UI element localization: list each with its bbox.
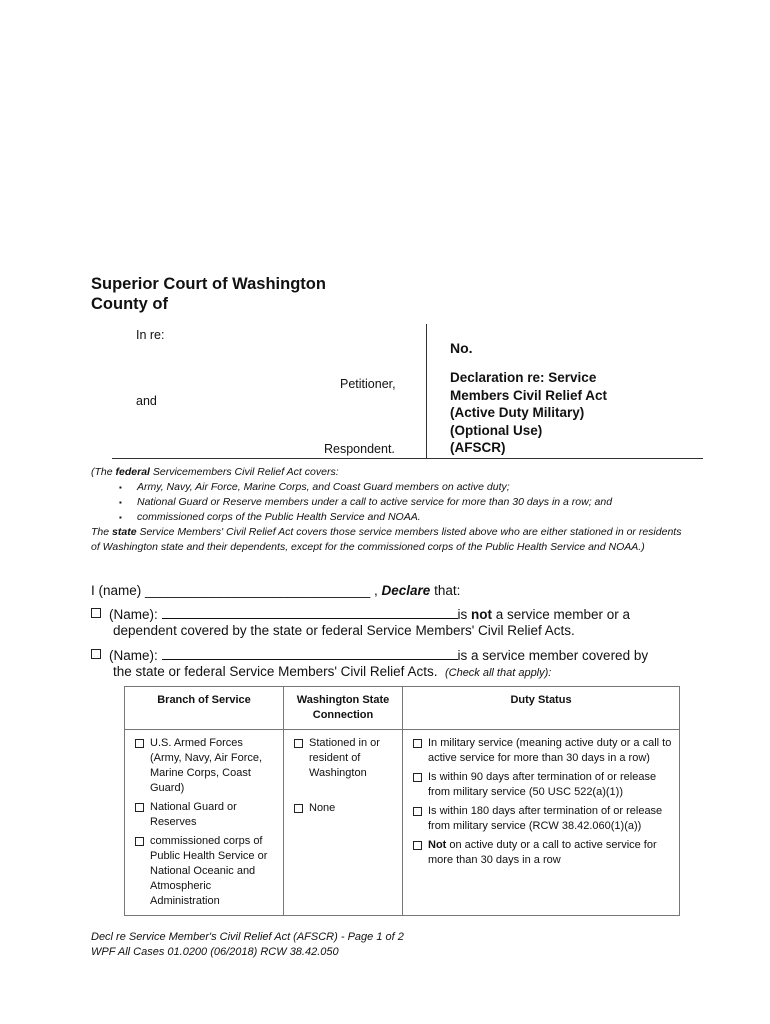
caption-case-info <box>426 324 703 459</box>
court-name: Superior Court of Washington <box>91 275 326 293</box>
respondent-label: Respondent. <box>324 442 395 456</box>
table-row <box>125 730 680 916</box>
active-service-checkbox[interactable] <box>413 739 422 748</box>
list-item: ▪ commissioned corps of the Public Health Service and NOAA. <box>137 510 691 525</box>
act-coverage-notes <box>91 465 691 555</box>
case-number-label: No. <box>450 340 473 356</box>
title-line: Members Civil Relief Act <box>450 387 608 403</box>
not-service-member-checkbox[interactable] <box>91 608 101 618</box>
within-90-days-checkbox[interactable] <box>413 773 422 782</box>
service-member-checkbox[interactable] <box>91 649 101 659</box>
stationed-resident-checkbox[interactable] <box>294 739 303 748</box>
duty-cell: In military service (meaning active duty or a call to active service for more than 30 days in a row) Is within 90 days after termination of or release from military service (50 USC 522(a)(1)) Is within 180 days after termination of or release from military service (RCW 38.42.060(1)(a)) Not on active duty or a call to active service for more than 30 days in a row <box>403 730 680 916</box>
federal-intro: (The federal Servicemembers Civil Relief Act covers: <box>91 466 339 478</box>
none-checkbox[interactable] <box>294 804 303 813</box>
petitioner-label: Petitioner, <box>340 377 396 391</box>
not-active-duty-checkbox[interactable] <box>413 841 422 850</box>
national-guard-checkbox[interactable] <box>135 803 144 812</box>
commissioned-corps-checkbox[interactable] <box>135 837 144 846</box>
branch-cell: U.S. Armed Forces (Army, Navy, Air Force, Marine Corps, Coast Guard) National Guard or Reserves commissioned corps of Public Health Service or National Oceanic and Atmospheric Administration <box>125 730 284 916</box>
list-item: ▪ Army, Navy, Air Force, Marine Corps, and Coast Guard members on active duty; <box>137 480 691 495</box>
connection-cell: Stationed in or resident of Washington None <box>284 730 403 916</box>
and-label: and <box>136 394 157 408</box>
duty-header: Duty Status <box>403 687 680 730</box>
court-heading <box>91 274 326 314</box>
federal-coverage-list <box>91 480 691 525</box>
title-line: Declaration re: Service <box>450 370 597 385</box>
footer-form-id: WPF All Cases 01.0200 (06/2018) RCW 38.42.050 <box>91 946 339 958</box>
list-item: ▪ National Guard or Reserve members under a call to active service for more than 30 days in a row; and <box>137 495 691 510</box>
within-180-days-checkbox[interactable] <box>413 807 422 816</box>
state-coverage-note: The state Service Members' Civil Relief Act covers those service members listed above who are either stationed in or residents of Washington state and their dependents, except for the commissioned corps of the Public Health Service and NOAA.) <box>91 526 682 553</box>
title-line: (Active Duty Military) <box>450 405 585 420</box>
caption-parties <box>112 324 426 459</box>
not-service-member-option: (Name): is not a service member or a dependent covered by the state or federal Service Members' Civil Relief Acts. <box>91 607 691 639</box>
service-member-option: (Name): is a service member covered by the state or federal Service Members' Civil Relief Acts. (Check all that apply): <box>91 648 711 681</box>
declarant-line: I (name) ______________________________ , Declare that: <box>91 583 461 598</box>
county-label: County of <box>91 295 168 313</box>
service-status-table <box>124 686 680 916</box>
armed-forces-checkbox[interactable] <box>135 739 144 748</box>
title-line: (AFSCR) <box>450 440 506 455</box>
footer-title: Decl re Service Member's Civil Relief Act (AFSCR) - Page 1 of 2 <box>91 931 404 943</box>
branch-header: Branch of Service <box>125 687 284 730</box>
title-line: (Optional Use) <box>450 422 543 438</box>
document-title <box>450 369 607 457</box>
name-blank-1[interactable] <box>162 618 458 619</box>
table-header-row <box>125 687 680 730</box>
connection-header: Washington State Connection <box>284 687 403 730</box>
in-re-label: In re: <box>136 328 165 342</box>
name-blank-2[interactable] <box>162 659 458 660</box>
page-footer <box>91 930 404 960</box>
